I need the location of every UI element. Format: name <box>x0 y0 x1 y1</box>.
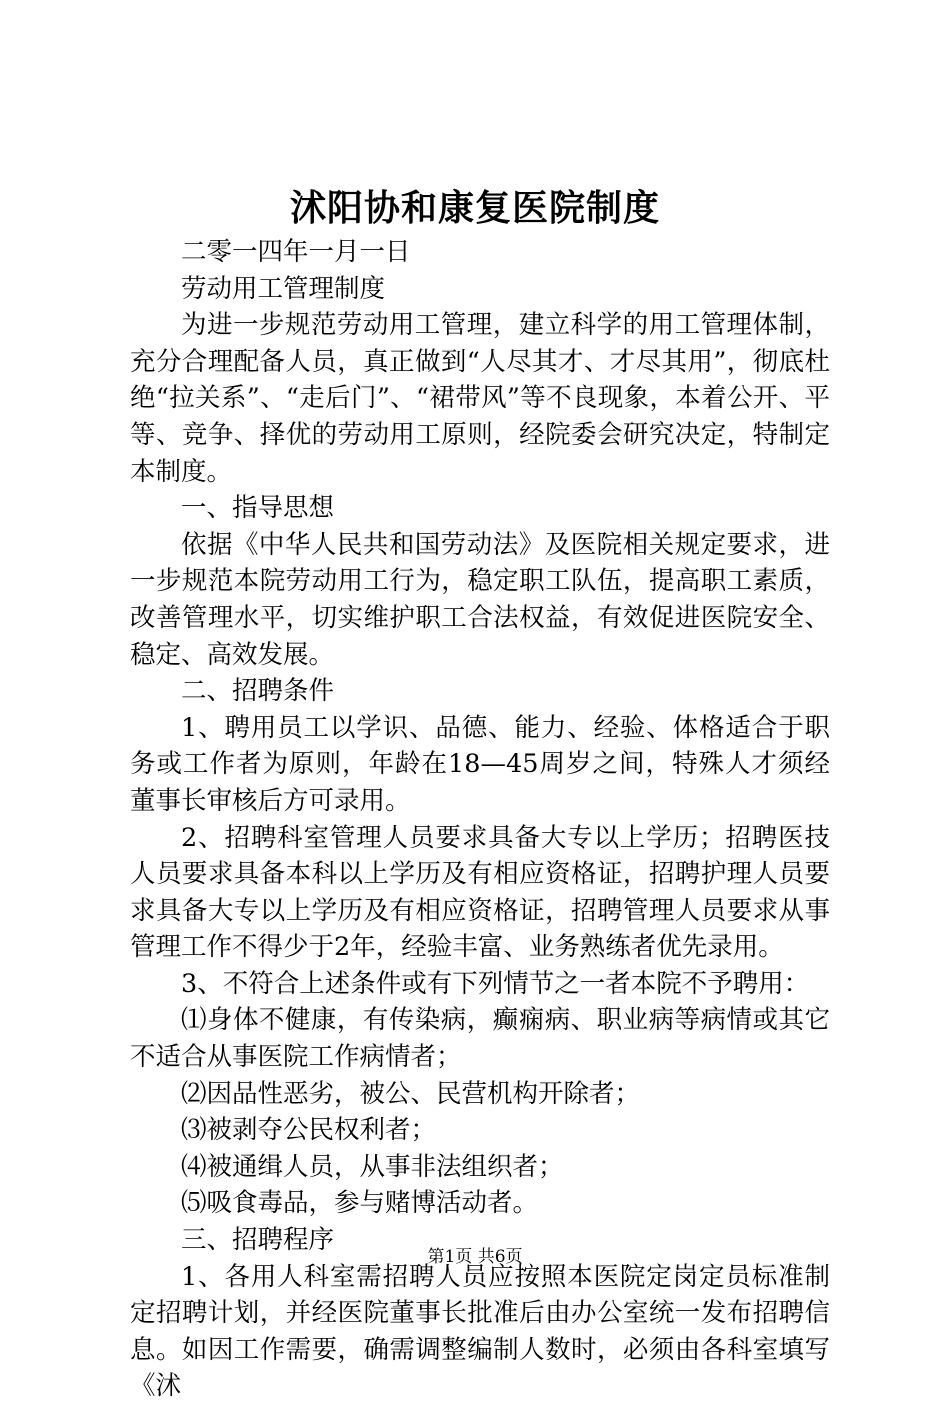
heading: 三、招聘程序 <box>181 1225 335 1256</box>
paragraph: 3、不符合上述条件或有下列情节之一者本院不予聘用： <box>181 968 810 999</box>
paragraph-date: 二零一四年一月一日 <box>181 237 411 267</box>
paragraph: 为进一步规范劳动用工管理，建立科学的用工管理体制，充分合理配备人员，真正做到“人尽其才、才尽其用”，彻底杜绝“拉关系”、“走后门”、“裙带风”等不良现象，本着公开、平等、竞争、择优的劳动用工原则，经院委会研究决定，特制定本制度。 <box>130 310 830 487</box>
page-footer: 第1页 共6页 <box>427 1247 523 1267</box>
list-item: ⑷被通缉人员，从事非法组织者； <box>181 1151 564 1182</box>
heading: 二、招聘条件 <box>181 676 335 707</box>
list-item: ⑵因品性恶劣，被公、民营机构开除者； <box>181 1078 641 1109</box>
paragraph: 1、各用人科室需招聘人员应按照本医院定岗定员标准制定招聘计划，并经医院董事长批准后由办公室统一发布招聘信息。如因工作需要，确需调整编制人数时，必须由各科室填写《沭 <box>130 1261 830 1402</box>
document-body <box>130 234 830 1405</box>
list-item: ⑴身体不健康，有传染病，癫痫病、职业病等病情或其它不适合从事医院工作病情者； <box>130 1005 830 1073</box>
paragraph-section-title: 劳动用工管理制度 <box>181 273 386 304</box>
paragraph: 1、聘用员工以学识、品德、能力、经验、体格适合于职务或工作者为原则，年龄在18—45周岁之间，特殊人才须经董事长审核后方可录用。 <box>130 712 830 816</box>
list-item: ⑶被剥夺公民权利者； <box>181 1115 437 1146</box>
document-title: 沭阳协和康复医院制度 <box>289 187 660 229</box>
paragraph: 依据《中华人民共和国劳动法》及医院相关规定要求，进一步规范本院劳动用工行为，稳定职工队伍，提高职工素质，改善管理水平，切实维护职工合法权益，有效促进医院安全、稳定、高效发展。 <box>130 529 830 670</box>
heading: 一、指导思想 <box>181 493 335 524</box>
paragraph: 2、招聘科室管理人员要求具备大专以上学历；招聘医技人员要求具备本科以上学历及有相应资格证，招聘护理人员要求具备大专以上学历及有相应资格证，招聘管理人员要求从事管理工作不得少于2年，经验丰富、业务熟练者优先录用。 <box>130 822 830 963</box>
list-item: ⑸吸食毒品，参与赌博活动者。 <box>181 1188 539 1219</box>
